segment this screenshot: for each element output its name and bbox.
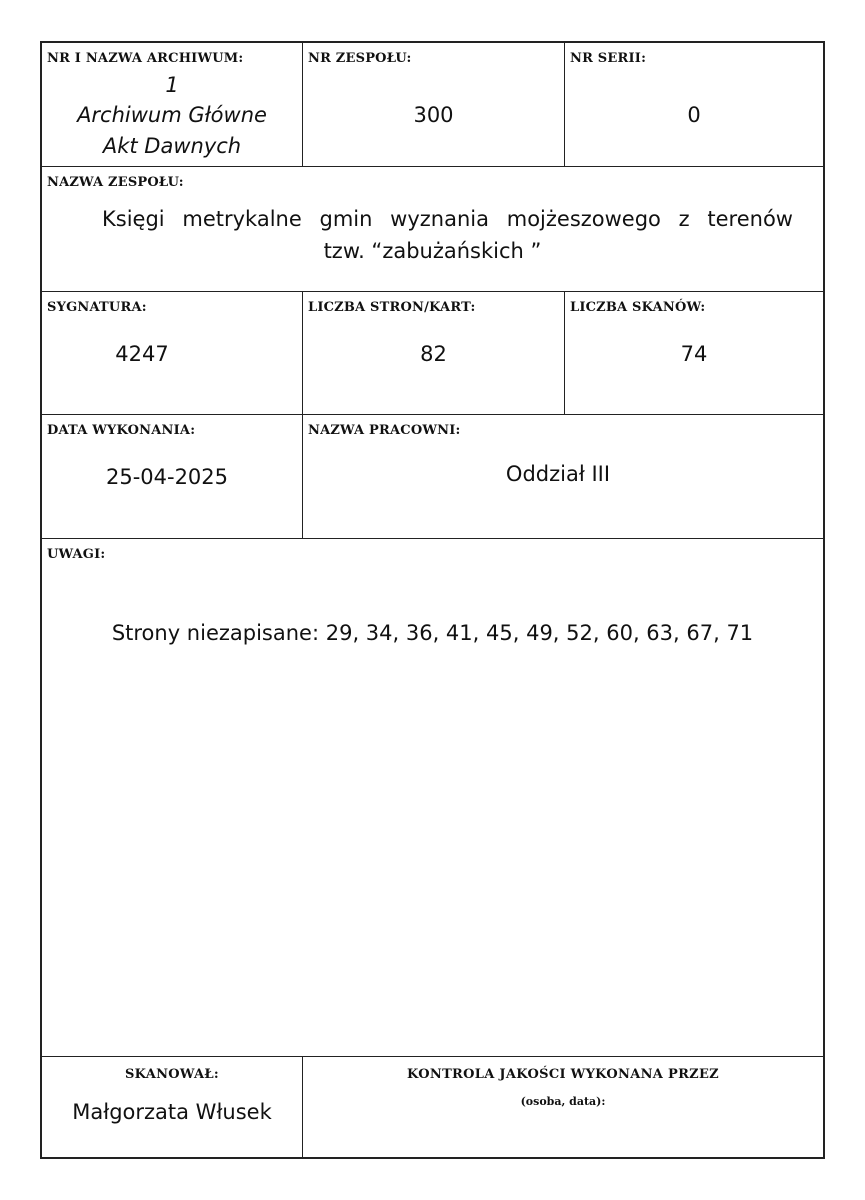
workshop-label: NAZWA PRACOWNI:: [308, 423, 461, 438]
quality-control-cell: [303, 1057, 823, 1157]
metadata-form: [40, 41, 825, 1159]
scanned-by-cell: [42, 1057, 303, 1157]
date-value: 25-04-2025: [105, 465, 229, 489]
archive-name-line1: Archiwum Główne: [77, 103, 267, 127]
series-number-value: 0: [687, 103, 701, 127]
fonds-name-label: NAZWA ZESPOŁU:: [47, 175, 184, 190]
signature-value: 4247: [115, 342, 169, 366]
row-signature: [42, 292, 823, 415]
row-date: [42, 415, 823, 539]
archive-cell: [42, 43, 303, 166]
fonds-number-cell: [303, 43, 565, 166]
archive-number: 1: [165, 73, 179, 97]
date-cell: [42, 415, 303, 538]
scans-count-value: 74: [680, 342, 708, 366]
archive-label: NR I NAZWA ARCHIWUM:: [47, 51, 244, 66]
quality-control-label: KONTROLA JAKOŚCI WYKONANA PRZEZ: [407, 1067, 719, 1082]
workshop-cell: [303, 415, 823, 538]
pages-count-cell: [303, 292, 565, 414]
quality-control-sub-label: (osoba, data):: [520, 1095, 606, 1108]
row-archive: [42, 43, 823, 167]
row-notes: [42, 539, 823, 1057]
notes-cell: [42, 539, 823, 1056]
notes-label: UWAGI:: [47, 547, 106, 562]
fonds-name-line2: tzw. “zabużańskich ”: [323, 239, 542, 263]
date-label: DATA WYKONANIA:: [47, 423, 196, 438]
series-number-label: NR SERII:: [570, 51, 647, 66]
scanned-by-value: Małgorzata Włusek: [72, 1100, 272, 1124]
workshop-value: Oddział III: [505, 462, 611, 486]
row-fonds-name: [42, 167, 823, 292]
scans-count-label: LICZBA SKANÓW:: [570, 300, 706, 315]
archive-name-line2: Akt Dawnych: [102, 134, 242, 158]
fonds-number-value: 300: [413, 103, 454, 127]
notes-text: Strony niezapisane: 29, 34, 36, 41, 45, 49, 52, 60, 63, 67, 71: [111, 621, 754, 645]
signature-label: SYGNATURA:: [47, 300, 147, 315]
series-number-cell: [565, 43, 823, 166]
fonds-name-line1: Księgi metrykalne gmin wyznania mojżeszowego z terenów: [102, 207, 793, 231]
scans-count-cell: [565, 292, 823, 414]
pages-count-value: 82: [420, 342, 447, 366]
scanned-by-label: SKANOWAŁ:: [124, 1067, 220, 1082]
fonds-name-cell: [42, 167, 823, 291]
row-signoff: [42, 1057, 823, 1157]
fonds-number-label: NR ZESPOŁU:: [308, 51, 412, 66]
pages-count-label: LICZBA STRON/KART:: [308, 300, 476, 315]
signature-cell: [42, 292, 303, 414]
